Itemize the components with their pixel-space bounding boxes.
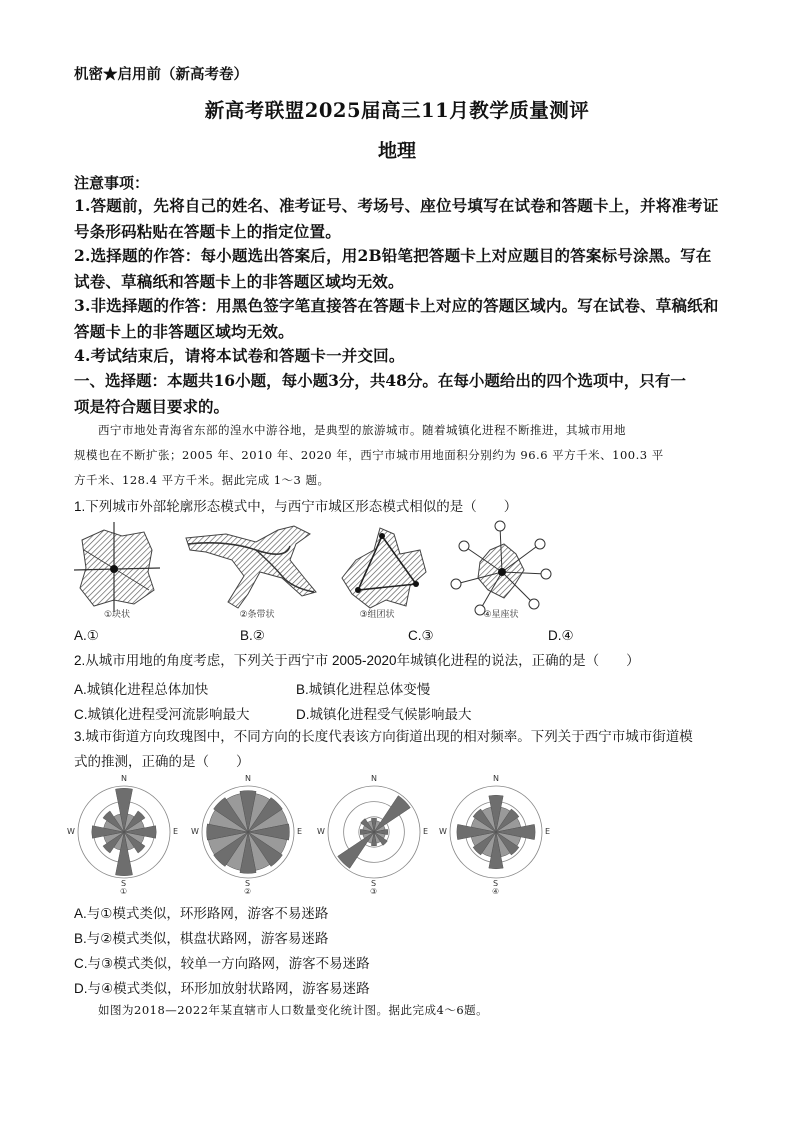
passage-2: 如图为2018—2022年某直辖市人口数量变化统计图。据此完成4～6题。 — [98, 1003, 489, 1017]
compass-s-label: S — [121, 879, 127, 888]
urban-form-figures — [74, 520, 734, 620]
passage-1-line-3: 方千米、128.4 平方千米。据此完成 1～3 题。 — [74, 473, 330, 487]
compass-e-label: E — [173, 827, 179, 836]
compass-e-label: E — [423, 827, 429, 836]
note-1-line-1: 1.答题前，先将自己的姓名、准考证号、考场号、座位号填写在试卷和答题卡上，并将准考证 — [74, 196, 719, 215]
question-3-stem — [74, 724, 734, 774]
rose-diagram-4 — [450, 786, 542, 878]
compass-w-label: W — [191, 827, 199, 836]
compass-w-label: W — [67, 827, 75, 836]
q3-option-a[interactable]: A.与①模式类似，环形路网，游客不易迷路 — [74, 906, 329, 921]
rose-petal — [374, 796, 410, 832]
strip-form-figure — [186, 526, 316, 608]
rose-diagram-1 — [78, 786, 170, 878]
q3-option-d[interactable]: D.与④模式类似，环形加放射状路网，游客易迷路 — [74, 981, 370, 996]
q1-option-b[interactable]: B.② — [240, 628, 265, 643]
note-4: 4.考试结束后，请将本试卷和答题卡一并交回。 — [74, 346, 405, 365]
notes-heading: 注意事项： — [74, 174, 150, 192]
compass-n-label: N — [493, 774, 499, 783]
section-1-heading — [74, 368, 724, 420]
question-3-stem-line-2: 式的推测，正确的是（ ） — [74, 754, 250, 769]
compass-w-label: W — [317, 827, 325, 836]
compass-n-label: N — [371, 774, 377, 783]
q3-option-c[interactable]: C.与③模式类似，较单一方向路网，游客不易迷路 — [74, 956, 370, 971]
street-rose-diagrams — [74, 774, 594, 892]
q1-option-a[interactable]: A.① — [74, 628, 99, 643]
block-form-figure — [74, 522, 160, 612]
rose-number-label: ② — [244, 887, 252, 896]
exam-title: 新高考联盟2025届高三11月教学质量测评 — [204, 99, 590, 122]
q1-option-c[interactable]: C.③ — [408, 628, 434, 643]
q3-option-b[interactable]: B.与②模式类似，棋盘状路网，游客易迷路 — [74, 931, 329, 946]
subject-title: 地理 — [377, 140, 416, 162]
note-2-line-1: 2.选择题的作答：每小题选出答案后，用2B铅笔把答题卡上对应题目的答案标号涂黑。写在 — [74, 246, 712, 265]
q1-option-d[interactable]: D.④ — [548, 628, 574, 643]
note-2 — [74, 243, 724, 295]
caption-block: ①块状 — [103, 610, 131, 620]
rose-number-label: ③ — [370, 887, 378, 896]
note-2-line-2: 试卷、草稿纸和答题卡上的非答题区域均无效。 — [74, 272, 404, 291]
caption-constellation: ④星座状 — [483, 610, 519, 620]
q2-option-d[interactable]: D.城镇化进程受气候影响最大 — [296, 707, 472, 722]
compass-e-label: E — [545, 827, 551, 836]
compass-s-label: S — [371, 879, 377, 888]
compass-s-label: S — [493, 879, 499, 888]
note-3 — [74, 293, 724, 345]
caption-cluster: ③组团状 — [359, 610, 395, 620]
q2-option-b[interactable]: B.城镇化进程总体变慢 — [296, 682, 431, 697]
note-1-line-2: 号条形码粘贴在答题卡上的指定位置。 — [74, 222, 341, 241]
rose-number-label: ④ — [492, 887, 500, 896]
q2-option-c[interactable]: C.城镇化进程受河流影响最大 — [74, 707, 250, 722]
q2-option-a[interactable]: A.城镇化进程总体加快 — [74, 682, 209, 697]
passage-1-line-2: 规模也在不断扩张；2005 年、2010 年、2020 年，西宁市城市用地面积分别约为 96.6 平方千米、100.3 平 — [74, 448, 664, 462]
rose-diagram-2 — [202, 786, 294, 878]
passage-1-line-1: 西宁市地处青海省东部的湟水中游谷地，是典型的旅游城市。随着城镇化进程不断推进，其城市用地 — [98, 423, 626, 437]
caption-strip: ②条带状 — [239, 610, 275, 620]
rose-diagram-3 — [328, 786, 420, 878]
section-1-line-1: 一、选择题：本题共16小题，每小题3分，共48分。在每小题给出的四个选项中，只有一 — [74, 371, 686, 390]
note-3-line-1: 3.非选择题的作答：用黑色签字笔直接答在答题卡上对应的答题区域内。写在试卷、草稿纸和 — [74, 296, 719, 315]
passage-1 — [74, 418, 724, 493]
question-2-stem: 2.从城市用地的角度考虑，下列关于西宁市 2005-2020年城镇化进程的说法，正确的是（ ） — [74, 653, 640, 668]
rose-petal — [338, 832, 374, 868]
constellation-form-figure — [451, 521, 551, 615]
compass-n-label: N — [245, 774, 251, 783]
question-1-stem: 1.下列城市外部轮廓形态模式中，与西宁市城区形态模式相似的是（ ） — [74, 499, 518, 514]
note-1 — [74, 193, 724, 245]
section-1-line-2: 项是符合题目要求的。 — [74, 397, 230, 416]
compass-s-label: S — [245, 879, 251, 888]
confidential-label: 机密★启用前（新高考卷） — [74, 66, 248, 83]
compass-n-label: N — [121, 774, 127, 783]
question-3-stem-line-1: 3.城市街道方向玫瑰图中，不同方向的长度代表该方向街道出现的相对频率。下列关于西宁市城市街道模 — [74, 729, 693, 744]
cluster-form-figure — [342, 528, 426, 608]
rose-number-label: ① — [120, 887, 128, 896]
compass-e-label: E — [297, 827, 303, 836]
note-3-line-2: 答题卡上的非答题区域均无效。 — [74, 322, 294, 341]
compass-w-label: W — [439, 827, 447, 836]
